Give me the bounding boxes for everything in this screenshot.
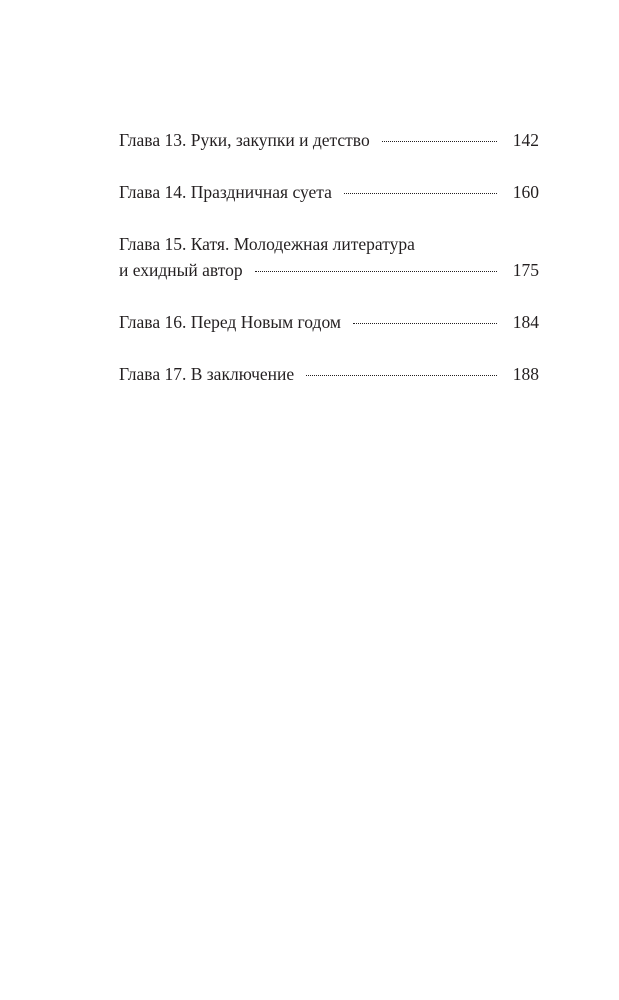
page-number: 184 [512, 312, 539, 332]
page-number: 188 [512, 364, 539, 384]
toc-entry-chapter-14 [119, 179, 539, 205]
dot-leader [382, 141, 497, 142]
toc-entry-chapter-15 [119, 231, 539, 283]
chapter-title-line-2: и ехидный автор [119, 260, 243, 280]
dot-leader [353, 323, 497, 324]
toc-entry-chapter-16 [119, 309, 539, 335]
table-of-contents [119, 127, 539, 387]
chapter-title-line-1: Глава 15. Катя. Молодежная литература [119, 234, 415, 254]
dot-leader [306, 375, 497, 376]
chapter-title: Глава 17. В заключение [119, 364, 295, 384]
toc-entry-chapter-13 [119, 127, 539, 153]
page-number: 142 [512, 130, 539, 150]
chapter-title: Глава 13. Руки, закупки и детство [119, 130, 370, 150]
chapter-title: Глава 14. Праздничная суета [119, 182, 332, 202]
page-number: 160 [512, 182, 539, 202]
toc-entry-chapter-17 [119, 361, 539, 387]
dot-leader [344, 193, 497, 194]
dot-leader [255, 271, 497, 272]
chapter-title: Глава 16. Перед Новым годом [119, 312, 341, 332]
page-number: 175 [512, 260, 539, 280]
